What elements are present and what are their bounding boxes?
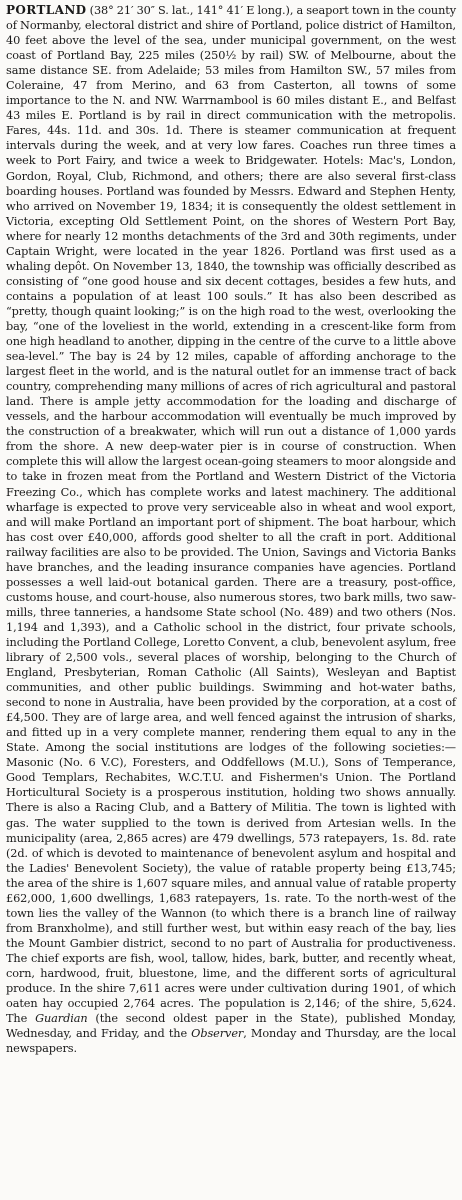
entry-body-text-end: , Monday and Thursday, are the local newspapers. <box>6 1027 456 1056</box>
newspaper-title-guardian: Guardian <box>35 1012 88 1026</box>
gazetteer-entry <box>6 3 456 1056</box>
entry-body-text: , a seaport town in the county of Normanby, electoral district and shire of Portland, police district of Hamilton, 40 feet above the level of the sea, under municipal government, on the west coast of Portland Bay, 225 miles (250½ by rail) SW. of Melbourne, about the same distance SE. from Adelaide; 53 miles from Hamilton SW., 57 miles from Coleraine, 47 from Merino, and 63 from Casterton, all towns of some importance to the N. and NW. Warrnambool is 60 miles distant E., and Belfast 43 miles E. Portland is by rail in direct communication with the metropolis. Fares, 44s. 11d. and 30s. 1d. There is steamer communication at frequent intervals during the week, and at very low fares. Coaches run three times a week to Port Fairy, and twice a week to Bridgewater. Hotels: Mac's, London, Gordon, Royal, Club, Richmond, and others; there are also several first-class boarding houses. Portland was founded by Messrs. Edward and Stephen Henty, who arrived on November 19, 1834; it is consequently the oldest settlement in Victoria, excepting Old Settlement Point, on the shores of Western Port Bay, where for nearly 12 months detachments of the 3rd and 30th regiments, under Captain Wright, were located in the year 1826. Portland was first used as a whaling depôt. On November 13, 1840, the township was officially described as consisting of “one good house and six decent cottages, besides a few huts, and contains a population of at least 100 souls.” It has also been described as “pretty, though quaint looking;” is on the high road to the west, overlooking the bay, “one of the loveliest in the world, extending in a crescent-like form from one high headland to another, dipping in the centre of the curve to a little above sea-level.” The bay is 24 by 12 miles, capable of affording anchorage to the largest fleet in the world, and is the natural outlet for an immense tract of back country, comprehending many millions of acres of rich agricultural and pastoral land. There is ample jetty accommodation for the loading and discharge of vessels, and the harbour accommodation will eventually be much improved by the construction of a breakwater, which will run out a distance of 1,000 yards from the shore. A new deep-water pier is in course of construction. When complete this will allow the largest ocean-going steamers to moor alongside and to take in frozen meat from the Portland and Western District of the Victoria Freezing Co., which has complete works and latest machinery. The additional wharfage is expected to prove very serviceable also in wheat and wool export, and will make Portland an important port of shipment. The boat harbour, which has cost over £40,000, affords good shelter to all the craft in port. Additional railway facilities are also to be provided. The Union, Savings and Victoria Banks have branches, and the leading insurance companies have agencies. Portland possesses a well laid-out botanical garden. There are a treasury, post-office, customs house, and court-house, also numerous stores, two bark mills, two saw-mills, three tanneries, a handsome State school (No. 489) and two others (Nos. 1,194 and 1,393), and a Catholic school in the district, four private schools, including the Portland College, Loretto Convent, a club, benevolent asylum, free library of 2,500 vols., several places of worship, belonging to the Church of England, Presbyterian, Roman Catholic (All Saints), Wesleyan and Baptist communities, and other public buildings. Swimming and hot-water baths, second to none in Australia, have been provided by the corporation, at a cost of £4,500. They are of large area, and well fenced against the intrusion of sharks, and fitted up in a very complete manner, rendering them equal to any in the State. Among the social institutions are lodges of the following societies:—Masonic (No. 6 V.C), Foresters, and Oddfellows (M.U.), Sons of Temperance, Good Templars, Rechabites, W.C.T.U. and Fishermen's Union. The Portland Horticultural Society is a prosperous institution, holding two shows annually. There is also a Racing Club, and a Battery of Militia. The town is lighted with gas. The water supplied to the town is derived from Artesian wells. In the municipality (area, 2,865 acres) are 479 dwellings, 573 ratepayers, 1s. 8d. rate (2d. of which is devoted to maintenance of benevolent asylum and hospital and the Ladies' Benevolent Society), the value of ratable property being £13,745; the area of the shire is 1,607 square miles, and annual value of ratable property £62,000, 1,600 dwellings, 1,683 ratepayers, 1s. rate. To the north-west of the town lies the valley of the Wannon (to which there is a branch line of railway from Branxholme), and still further west, but within easy reach of the bay, lies the Mount Gambier district, second to no part of Australia for productiveness. The chief exports are fish, wool, tallow, hides, bark, butter, and recently wheat, corn, hardwood, fruit, bluestone, lime, and the different sorts of agricultural produce. In the shire 7,611 acres were under cultivation during 1901, of which oaten hay occupied 2,764 acres. The population is 2,146; of the shire, 5,624. The <box>6 4 456 1026</box>
entry-headword: PORTLAND <box>6 3 87 17</box>
entry-coordinates: (38° 21′ 30″ S. lat., 141° 41′ E long.) <box>89 4 290 17</box>
entry-body-text-continued: (the second oldest paper in the State), published Monday, Wednesday, and Friday, and the <box>6 1012 456 1041</box>
newspaper-title-observer: Observer <box>191 1027 244 1041</box>
